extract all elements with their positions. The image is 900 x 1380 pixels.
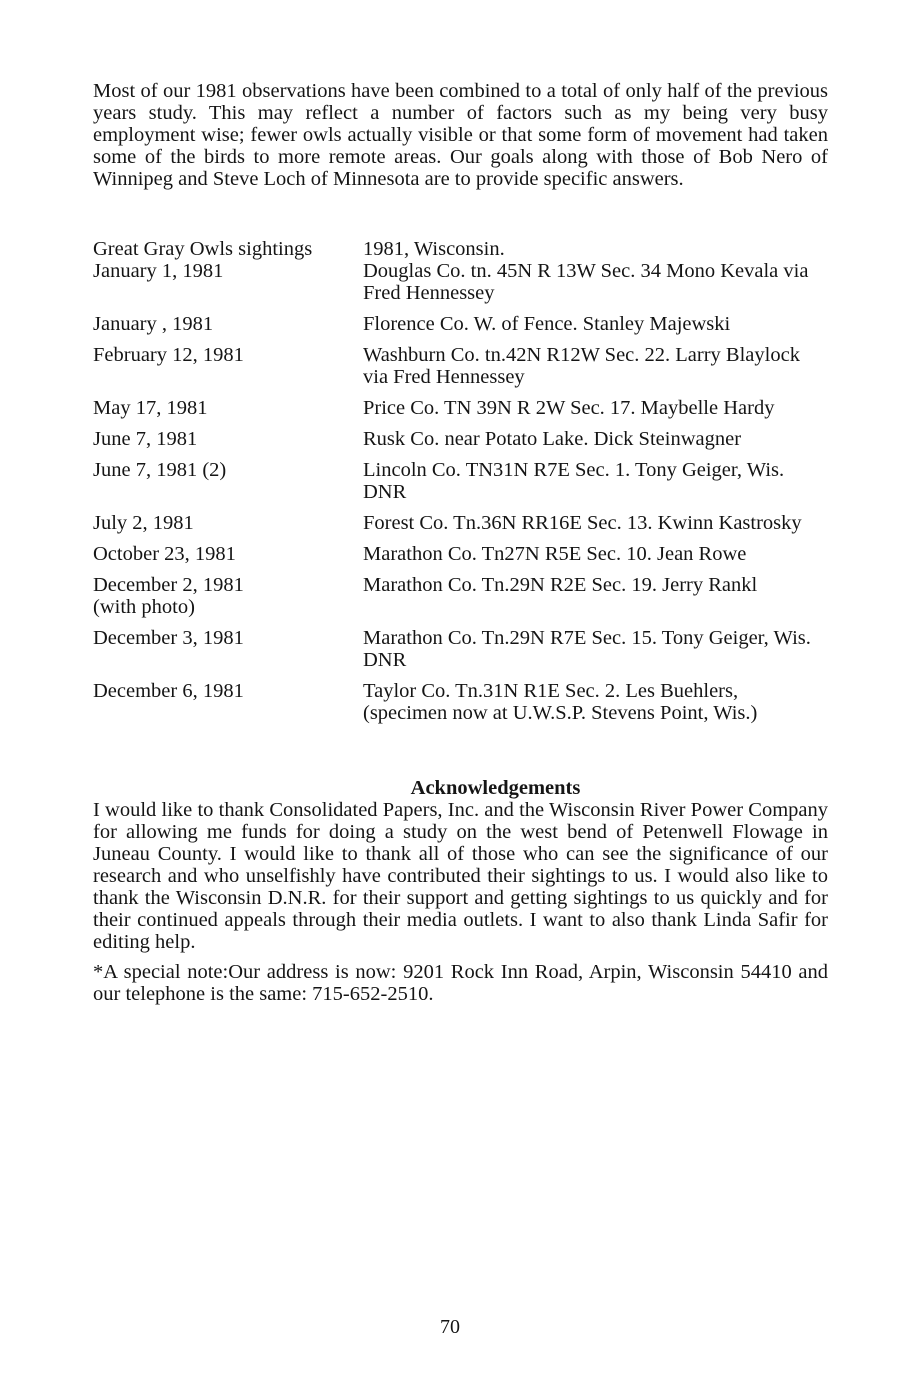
sighting-row — [93, 680, 828, 724]
sightings-title-right: 1981, Wisconsin. — [363, 238, 505, 260]
sighting-location: Marathon Co. Tn.29N R2E Sec. 19. Jerry Rankl — [363, 574, 758, 596]
page-number: 70 — [440, 1316, 460, 1338]
acknowledgements-paragraph: I would like to thank Consolidated Papers, Inc. and the Wisconsin River Power Company for allowing me funds for doing a study on the west bend of Petenwell Flowage in Juneau County. I would like to thank all of those who can see the significance of our research and who unselfishly have contributed their sightings to us. I would also like to thank the Wisconsin D.N.R. for their support and getting sightings to us quickly and for their continued appeals through their media outlets. I want to also thank Linda Safir for editing help. — [93, 799, 828, 953]
sightings-title-left: Great Gray Owls sightings — [93, 238, 313, 260]
sighting-date-note: (with photo) — [93, 596, 195, 618]
sighting-date: May 17, 1981 — [93, 397, 208, 419]
sighting-date-cell — [93, 574, 363, 618]
sightings-list — [93, 260, 828, 724]
sighting-location: Rusk Co. near Potato Lake. Dick Steinwagner — [363, 428, 742, 450]
sighting-date: February 12, 1981 — [93, 344, 244, 366]
sighting-location: Douglas Co. tn. 45N R 13W Sec. 34 Mono Kevala via Fred Hennessey — [363, 260, 809, 304]
sighting-location: Taylor Co. Tn.31N R1E Sec. 2. Les Buehlers, (specimen now at U.W.S.P. Stevens Point, Wis.) — [363, 680, 758, 724]
sighting-date: January 1, 1981 — [93, 260, 224, 282]
acknowledgements-heading: Acknowledgements — [410, 777, 581, 799]
sighting-row — [93, 428, 828, 450]
sighting-location: Price Co. TN 39N R 2W Sec. 17. Maybelle Hardy — [363, 397, 775, 419]
sighting-row — [93, 512, 828, 534]
intro-paragraph: Most of our 1981 observations have been combined to a total of only half of the previous years study. This may reflect a number of factors such as my being very busy employment wise; fewer owls actually visible or that some form of movement had taken some of the birds to more remote areas. Our goals along with those of Bob Nero of Winnipeg and Steve Loch of Minnesota are to provide specific answers. — [93, 80, 828, 190]
document-page — [93, 80, 828, 1005]
sighting-row — [93, 397, 828, 419]
sighting-row — [93, 627, 828, 671]
sighting-row — [93, 313, 828, 335]
sighting-date: July 2, 1981 — [93, 512, 194, 534]
sighting-date: December 6, 1981 — [93, 680, 244, 702]
sighting-date: December 3, 1981 — [93, 627, 244, 649]
sighting-date: October 23, 1981 — [93, 543, 236, 565]
sighting-location: Florence Co. W. of Fence. Stanley Majewski — [363, 313, 731, 335]
sighting-row — [93, 260, 828, 304]
sighting-location: Marathon Co. Tn.29N R7E Sec. 15. Tony Geiger, Wis. DNR — [363, 627, 811, 671]
sighting-location: Forest Co. Tn.36N RR16E Sec. 13. Kwinn Kastrosky — [363, 512, 802, 534]
sighting-row — [93, 574, 828, 618]
sighting-location: Washburn Co. tn.42N R12W Sec. 22. Larry Blaylock via Fred Hennessey — [363, 344, 800, 388]
sighting-date: June 7, 1981 (2) — [93, 459, 227, 481]
sighting-location: Lincoln Co. TN31N R7E Sec. 1. Tony Geiger, Wis. DNR — [363, 459, 785, 503]
sighting-row — [93, 344, 828, 388]
sighting-row — [93, 543, 828, 565]
special-note: *A special note:Our address is now: 9201 Rock Inn Road, Arpin, Wisconsin 54410 and our telephone is the same: 715-652-2510. — [93, 961, 828, 1005]
sighting-date: June 7, 1981 — [93, 428, 198, 450]
sighting-location: Marathon Co. Tn27N R5E Sec. 10. Jean Rowe — [363, 543, 747, 565]
sightings-title — [93, 238, 828, 260]
sighting-date: December 2, 1981 — [93, 574, 244, 596]
sighting-row — [93, 459, 828, 503]
sighting-date: January , 1981 — [93, 313, 214, 335]
